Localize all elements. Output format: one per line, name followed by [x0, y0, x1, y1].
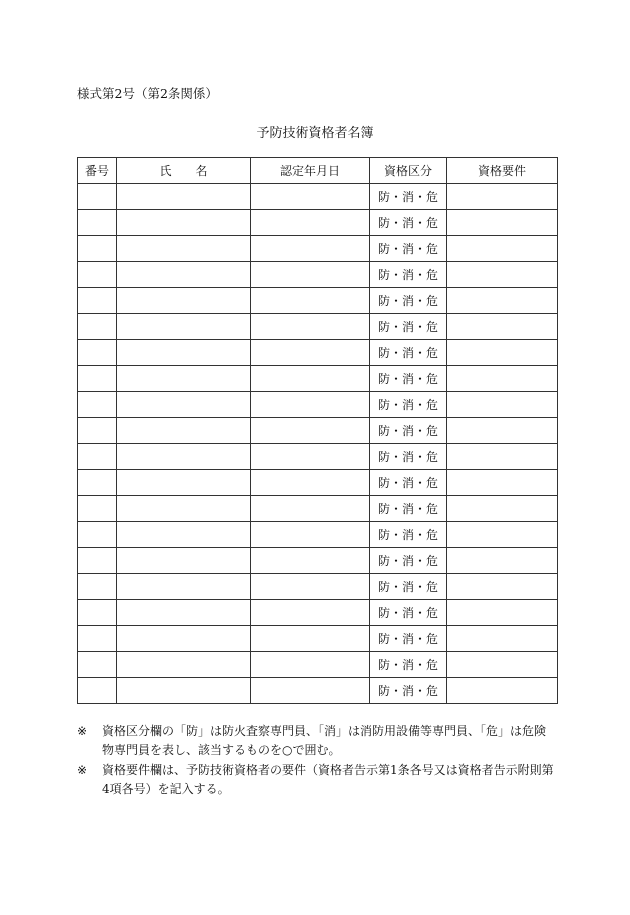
cell-qualification-requirement[interactable]: [447, 288, 558, 314]
table-row: [78, 496, 558, 522]
cell-name[interactable]: [117, 262, 251, 288]
cell-certification-date[interactable]: [251, 366, 370, 392]
table-row: [78, 548, 558, 574]
cell-qualification-requirement[interactable]: [447, 392, 558, 418]
table-row: [78, 340, 558, 366]
header-qualification-type: 資格区分: [370, 158, 447, 184]
cell-qualification-type[interactable]: 防・消・危: [370, 522, 447, 548]
cell-qualification-requirement[interactable]: [447, 574, 558, 600]
cell-name[interactable]: [117, 522, 251, 548]
cell-number[interactable]: [78, 340, 117, 366]
cell-qualification-type[interactable]: 防・消・危: [370, 340, 447, 366]
cell-number[interactable]: [78, 652, 117, 678]
cell-certification-date[interactable]: [251, 340, 370, 366]
table-row: [78, 470, 558, 496]
cell-qualification-requirement[interactable]: [447, 626, 558, 652]
table-row: [78, 574, 558, 600]
cell-number[interactable]: [78, 444, 117, 470]
cell-qualification-requirement[interactable]: [447, 366, 558, 392]
table-row: [78, 600, 558, 626]
note-1: [77, 722, 557, 760]
cell-certification-date[interactable]: [251, 470, 370, 496]
cell-certification-date[interactable]: [251, 548, 370, 574]
cell-qualification-type[interactable]: 防・消・危: [370, 418, 447, 444]
cell-name[interactable]: [117, 418, 251, 444]
cell-certification-date[interactable]: [251, 600, 370, 626]
table-row: [78, 314, 558, 340]
header-number: 番号: [78, 158, 117, 184]
cell-name[interactable]: [117, 548, 251, 574]
table-row: [78, 444, 558, 470]
cell-name[interactable]: [117, 236, 251, 262]
cell-name[interactable]: [117, 444, 251, 470]
cell-qualification-type[interactable]: 防・消・危: [370, 444, 447, 470]
form-number: 様式第2号（第2条関係）: [77, 86, 218, 101]
table-row: [78, 678, 558, 704]
cell-qualification-type[interactable]: 防・消・危: [370, 470, 447, 496]
cell-certification-date[interactable]: [251, 184, 370, 210]
header-certification-date: 認定年月日: [251, 158, 370, 184]
cell-qualification-requirement[interactable]: [447, 600, 558, 626]
table-row: [78, 262, 558, 288]
cell-qualification-requirement[interactable]: [447, 548, 558, 574]
table-row: [78, 418, 558, 444]
cell-number[interactable]: [78, 548, 117, 574]
cell-qualification-type[interactable]: 防・消・危: [370, 574, 447, 600]
cell-qualification-type[interactable]: 防・消・危: [370, 210, 447, 236]
cell-qualification-type[interactable]: 防・消・危: [370, 496, 447, 522]
cell-number[interactable]: [78, 210, 117, 236]
cell-name[interactable]: [117, 678, 251, 704]
notes: [77, 722, 557, 800]
table-row: [78, 288, 558, 314]
cell-certification-date[interactable]: [251, 392, 370, 418]
cell-qualification-requirement[interactable]: [447, 236, 558, 262]
cell-name[interactable]: [117, 652, 251, 678]
cell-number[interactable]: [78, 236, 117, 262]
cell-qualification-type[interactable]: 防・消・危: [370, 600, 447, 626]
cell-qualification-requirement[interactable]: [447, 314, 558, 340]
cell-certification-date[interactable]: [251, 314, 370, 340]
cell-certification-date[interactable]: [251, 626, 370, 652]
cell-qualification-type[interactable]: 防・消・危: [370, 184, 447, 210]
note-mark: ※: [77, 724, 88, 738]
cell-qualification-requirement[interactable]: [447, 496, 558, 522]
cell-qualification-type[interactable]: 防・消・危: [370, 366, 447, 392]
cell-certification-date[interactable]: [251, 496, 370, 522]
cell-number[interactable]: [78, 262, 117, 288]
table-row: [78, 210, 558, 236]
cell-name[interactable]: [117, 600, 251, 626]
cell-number[interactable]: [78, 522, 117, 548]
cell-certification-date[interactable]: [251, 210, 370, 236]
cell-number[interactable]: [78, 678, 117, 704]
cell-qualification-requirement[interactable]: [447, 262, 558, 288]
cell-certification-date[interactable]: [251, 574, 370, 600]
table-row: [78, 392, 558, 418]
cell-number[interactable]: [78, 626, 117, 652]
cell-name[interactable]: [117, 314, 251, 340]
cell-qualification-type[interactable]: 防・消・危: [370, 314, 447, 340]
cell-certification-date[interactable]: [251, 288, 370, 314]
cell-name[interactable]: [117, 626, 251, 652]
note-mark: ※: [77, 763, 88, 777]
table-row: [78, 184, 558, 210]
cell-qualification-type[interactable]: 防・消・危: [370, 262, 447, 288]
cell-qualification-requirement[interactable]: [447, 652, 558, 678]
cell-name[interactable]: [117, 470, 251, 496]
cell-qualification-requirement[interactable]: [447, 418, 558, 444]
cell-number[interactable]: [78, 600, 117, 626]
cell-number[interactable]: [78, 314, 117, 340]
cell-number[interactable]: [78, 574, 117, 600]
cell-number[interactable]: [78, 184, 117, 210]
table-row: [78, 366, 558, 392]
cell-certification-date[interactable]: [251, 444, 370, 470]
cell-number[interactable]: [78, 418, 117, 444]
cell-certification-date[interactable]: [251, 418, 370, 444]
header-qualification-requirement: 資格要件: [447, 158, 558, 184]
cell-name[interactable]: [117, 288, 251, 314]
header-row: [78, 158, 558, 184]
note-text: 資格要件欄は、予防技術資格者の要件（資格者告示第1条各号又は資格者告示附則第4項各号）を記入する。: [102, 763, 554, 796]
cell-qualification-type[interactable]: 防・消・危: [370, 392, 447, 418]
cell-name[interactable]: [117, 392, 251, 418]
table-row: [78, 652, 558, 678]
cell-qualification-requirement[interactable]: [447, 340, 558, 366]
cell-number[interactable]: [78, 470, 117, 496]
cell-qualification-type[interactable]: 防・消・危: [370, 548, 447, 574]
cell-name[interactable]: [117, 184, 251, 210]
note-2: [77, 761, 557, 799]
cell-name[interactable]: [117, 574, 251, 600]
cell-qualification-requirement[interactable]: [447, 470, 558, 496]
cell-number[interactable]: [78, 496, 117, 522]
register-table: [77, 157, 558, 704]
cell-certification-date[interactable]: [251, 522, 370, 548]
cell-number[interactable]: [78, 288, 117, 314]
cell-name[interactable]: [117, 210, 251, 236]
cell-qualification-requirement[interactable]: [447, 444, 558, 470]
cell-qualification-type[interactable]: 防・消・危: [370, 236, 447, 262]
cell-qualification-requirement[interactable]: [447, 522, 558, 548]
cell-certification-date[interactable]: [251, 236, 370, 262]
cell-name[interactable]: [117, 340, 251, 366]
cell-qualification-requirement[interactable]: [447, 210, 558, 236]
document-title: 予防技術資格者名簿: [256, 126, 374, 141]
note-text: 資格区分欄の「防」は防火査察専門員、「消」は消防用設備等専門員、「危」は危険物専門員を表し、該当するものを○で囲む。: [102, 724, 547, 757]
cell-number[interactable]: [78, 392, 117, 418]
cell-qualification-requirement[interactable]: [447, 678, 558, 704]
cell-name[interactable]: [117, 366, 251, 392]
header-name: 氏 名: [117, 158, 251, 184]
table-row: [78, 522, 558, 548]
cell-certification-date[interactable]: [251, 262, 370, 288]
table-body: [78, 184, 558, 704]
table-row: [78, 626, 558, 652]
cell-qualification-type[interactable]: 防・消・危: [370, 626, 447, 652]
table-row: [78, 236, 558, 262]
cell-name[interactable]: [117, 496, 251, 522]
cell-certification-date[interactable]: [251, 678, 370, 704]
cell-qualification-requirement[interactable]: [447, 184, 558, 210]
cell-certification-date[interactable]: [251, 652, 370, 678]
cell-number[interactable]: [78, 366, 117, 392]
cell-qualification-type[interactable]: 防・消・危: [370, 652, 447, 678]
cell-qualification-type[interactable]: 防・消・危: [370, 678, 447, 704]
cell-qualification-type[interactable]: 防・消・危: [370, 288, 447, 314]
